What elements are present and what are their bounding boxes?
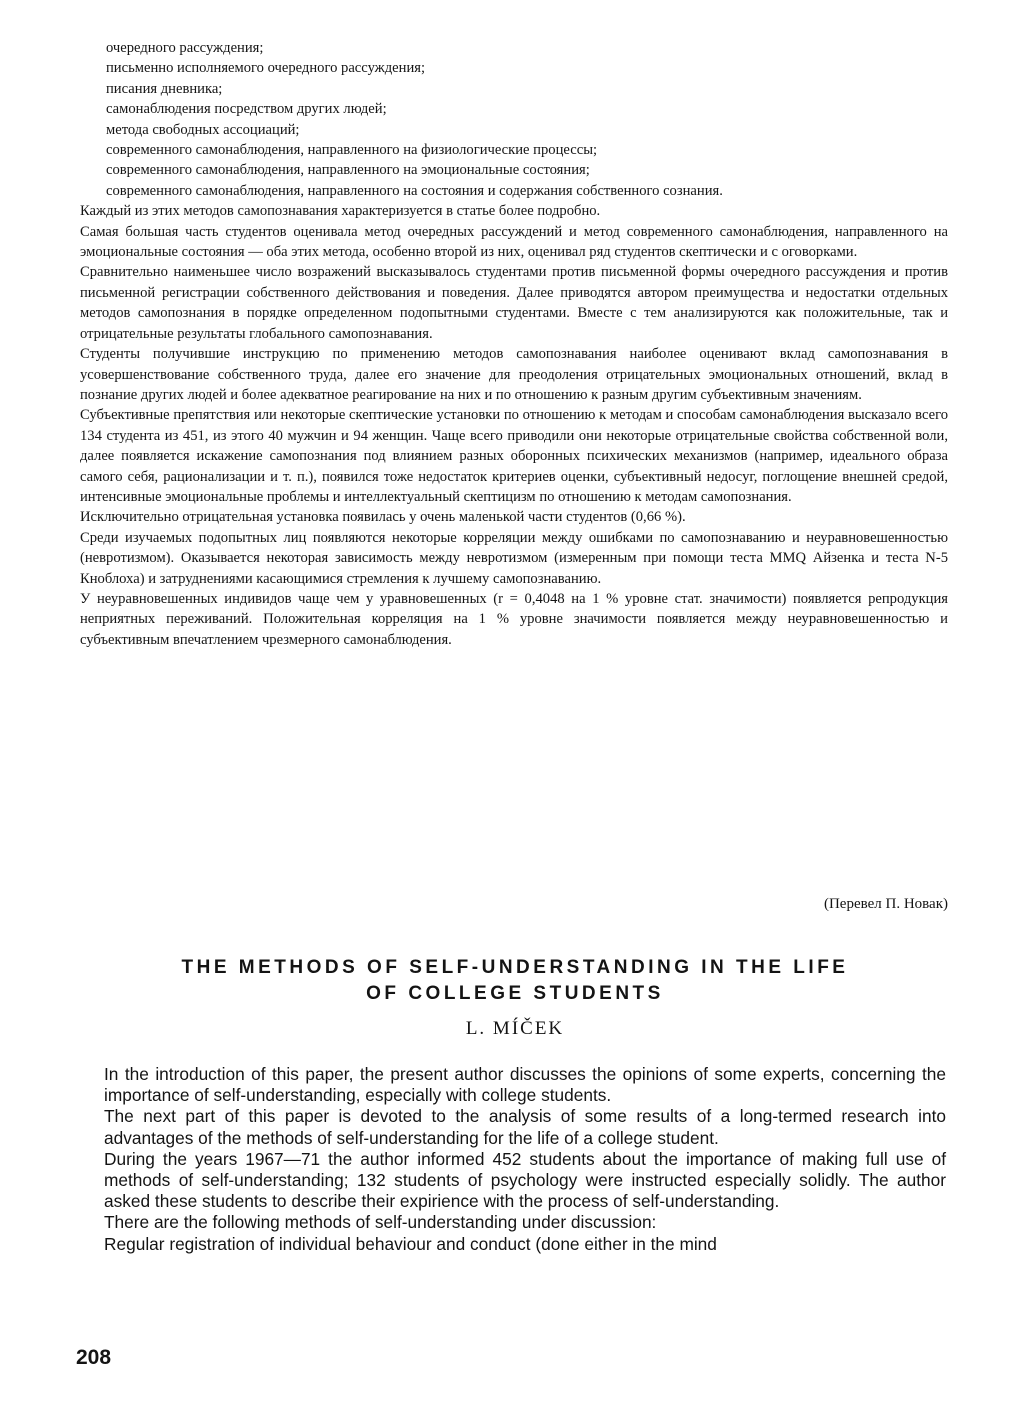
russian-paragraph: Субъективные препятствия или некоторые скептические установки по отношению к методам и способам самонаблюдения высказало всего 134 студента из 451, из этого 40 мужчин и 94 женщин. Чаще всего приводили они некоторые отрицательные свойства собственной воли, далее появляется искажение самопознания под влиянием разных оборонных психических механизмов (например, идеального образа самого себя, рационализации и т. п.), появился тоже недостаток критериев оценки, субъективный недосуг, поглощение внешней средой, интенсивные эмоциональные проблемы и интеллектуальный скептицизм по отношению к методам самопознания. <box>80 407 948 505</box>
russian-paragraph: Студенты получившие инструкцию по применению методов самопознавания наиболее оценивают вклад самопознавания в усовершенствование собственного труда, далее его значение для преодоления отрицательных эмоциональных отношений, вклад в познание других людей и более адекватное реагирование на них и по отношению к разным другим субъективным значениям. <box>80 346 948 403</box>
english-title-line: OF COLLEGE STUDENTS <box>366 983 664 1004</box>
method-list-item: письменно исполняемого очередного рассуждения; <box>106 60 426 77</box>
method-list-item: самонаблюдения посредством других людей; <box>106 101 387 118</box>
english-paragraph: The next part of this paper is devoted to the analysis of some results of a long-termed research into advantages of the methods of self-understanding for the life of a college student. <box>104 1106 946 1148</box>
method-list-item: современного самонаблюдения, направленного на эмоциональные состояния; <box>106 162 590 179</box>
english-title <box>80 955 950 1007</box>
method-list-item: современного самонаблюдения, направленного на физиологические процессы; <box>106 142 598 159</box>
russian-paragraph: Среди изучаемых подопытных лиц появляются некоторые корреляции между ошибками по самопознаванию и неуравновешенностью (невротизмом). Оказывается некоторая зависимость между невротизмом (измеренным при помощи теста MMQ Айзенка и теста N-5 Кноблоха) и затруднениями касающимися стремления к лучшему самопознаванию. <box>80 529 948 587</box>
russian-paragraph: Сравнительно наименьшее число возражений высказывалось студентами против письменной формы очередного рассуждения и против письменной регистрации собственного действования и поведения. Далее приводятся автором преимущества и недостатки отдельных методов самопознания в порядке определенном подопытными студентами. Вместе с тем анализируются как положительные, так и отрицательные результаты глобального самопознавания. <box>80 264 948 342</box>
russian-paragraph: Исключительно отрицательная установка появилась у очень маленькой части студентов (0,66 %). <box>80 509 686 526</box>
russian-paragraph: Каждый из этих методов самопознавания характеризуется в статье более подробно. <box>80 203 601 220</box>
english-paragraph: Regular registration of individual behaviour and conduct (done either in the mind <box>104 1233 717 1254</box>
english-title-line: THE METHODS OF SELF-UNDERSTANDING IN THE LIFE <box>181 957 849 978</box>
english-paragraph: There are the following methods of self-understanding under discussion: <box>104 1212 657 1233</box>
english-author: L. MÍČEK <box>465 1018 565 1039</box>
method-list-item: метода свободных ассоциаций; <box>106 121 300 138</box>
page-number: 208 <box>76 1346 112 1369</box>
english-paragraph: During the years 1967—71 the author informed 452 students about the importance of making full use of methods of self-understanding; 132 students of psychology were instructed especially solidly. The author asked these students to describe their expirience with the process of self-understanding. <box>104 1148 946 1212</box>
russian-paragraph: Самая большая часть студентов оценивала метод очередных рассуждений и метод современного самонаблюдения, направленного на эмоциональные состояния — оба этих метода, особенно второй из них, оценивал ряд студентов скептически и с оговорками. <box>80 223 948 261</box>
method-list-item: очередного рассуждения; <box>106 40 264 56</box>
russian-summary <box>80 38 948 650</box>
translator-credit: (Перевел П. Новак) <box>823 896 948 912</box>
english-summary <box>104 1064 946 1255</box>
russian-paragraph: У неуравновешенных индивидов чаще чем у уравновешенных (r = 0,4048 на 1 % уровне стат. значимости) появляется репродукция неприятных переживаний. Положительная корреляция на 1 % уровне значимости появляется между неуравновешенностью и субъективным впечатлением чрезмерного самонаблюдения. <box>80 590 948 648</box>
english-paragraph: In the introduction of this paper, the present author discusses the opinions of some experts, concerning the importance of self-understanding, especially with college students. <box>104 1064 946 1106</box>
method-list-item: современного самонаблюдения, направленного на состояния и содержания собственного сознания. <box>106 182 723 199</box>
method-list-item: писания дневника; <box>106 80 223 97</box>
